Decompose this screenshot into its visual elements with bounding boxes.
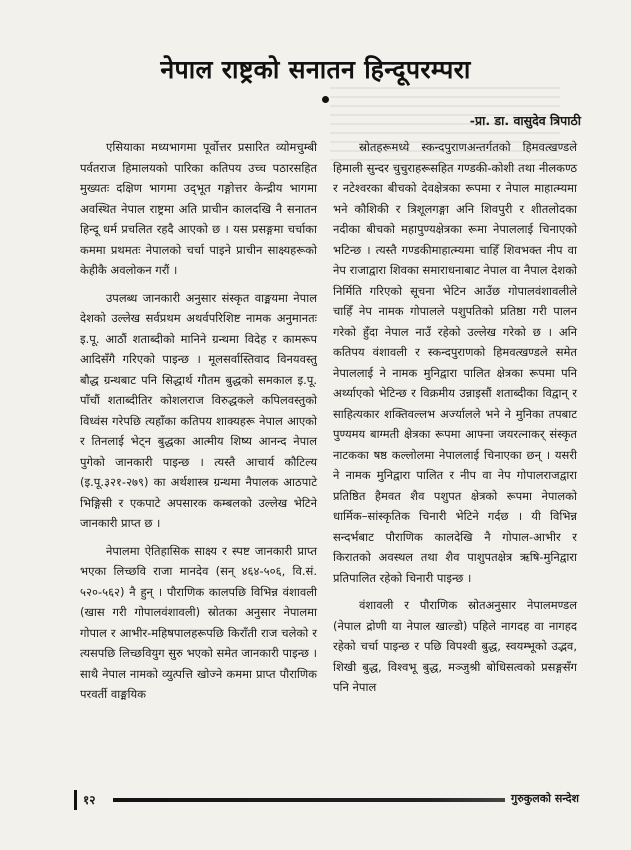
left-column — [80, 137, 317, 712]
paragraph: उपलब्ध जानकारी अनुसार संस्कृत वाङ्मयमा नेपाल देशको उल्लेख सर्वप्रथम अथर्वपरिशिष्ट नामक अनुमानतः इ.पू. आठौं शताब्दीको मानिने ग्रन्थमा विदेह र कामरूप आदिसँगै गरिएको पाइन्छ । मूलसर्वास्तिवाद विनयवस्तु बौद्ध ग्रन्थबाट पनि सिद्धार्थ गौतम बुद्धको समकाल इ.पू. पाँचौं शताब्दीतिर कोशलराज विरुद्धकले कपिलवस्तुको विध्वंस गरेपछि त्यहाँका कतिपय शाक्यहरू नेपाल आएको र तिनलाई भेट्न बुद्धका आत्मीय शिष्य आनन्द नेपाल पुगेको जानकारी पाइन्छ । त्यस्तै आचार्य कौटिल्य (इ.पू.३२१-२७९) का अर्थशास्त्र ग्रन्थमा नैपालक आठपाटे भिङ्गिसी र एकपाटे अपसारक कम्बलको उल्लेख भेटिने जानकारी प्राप्त छ । — [80, 290, 317, 530]
title-dot-ornament — [322, 96, 329, 103]
article-title: नेपाल राष्ट्रको सनातन हिन्दूपरम्परा — [160, 55, 471, 84]
paragraph: वंशावली र पौराणिक स्रोतअनुसार नेपालमण्डल (नेपाल द्रोणी या नेपाल खाल्डो) पहिले नागदह वा नागहद रहेको चर्चा पाइन्छ र पछि विपश्वी बुद्ध, स्वयम्भूको उद्भव, शिखी बुद्ध, विश्वभू बुद्ध, मञ्जुश्री बोधिसत्वको प्रसङ्गसँग पनि नेपाल — [333, 598, 577, 694]
page-number: १२ — [74, 790, 113, 810]
paragraph: नेपालमा ऐतिहासिक साक्ष्य र स्पष्ट जानकारी प्राप्त भएका लिच्छवि राजा मानदेव (सन् ४६४-५०६, वि.सं. ५२०-५६२) नै हुन् । पौराणिक कालपछि विभिन्न वंशावली (खास गरी गोपालवंशावली) स्रोतका अनुसार नेपालमा गोपाल र आभीर-महिषपालहरूपछि किराँती राज चलेको र त्यसपछि लिच्छवियुग सुरु भएको समेत जानकारी पाइन्छ । साथै नेपाल नामको व्युत्पत्ति खोज्ने कममा प्राप्त पौराणिक परवर्ती वाङ्मयिक — [80, 543, 317, 701]
magazine-name: गुरुकुलको सन्देश — [505, 789, 579, 809]
footer-rule — [74, 798, 579, 802]
right-column — [333, 137, 577, 705]
author-byline: -प्रा. डा. वासुदेव त्रिपाठी — [469, 113, 581, 128]
paragraph: स्रोतहरूमध्ये स्कन्दपुराणअन्तर्गतको हिमवत्खण्डले हिमाली सुन्दर चुचुराहरूसहित गण्डकी-कोशी तथा नीलकण्ठ र नटेश्वरका बीचको देवक्षेत्रका रूपमा र नेपाल माहात्म्यमा भने कौशिकी र त्रिशूलगङ्गा अनि शिवपुरी र शीतलोदका नदीका बीचको महापुण्यक्षेत्रका रूमा नेपाललाई चिनाएको भटिन्छ । त्यस्तै गण्डकीमाहात्म्यमा चाहिँ शिवभक्त नीप वा नेप राजाद्वारा शिवका समाराधनाबाट नेपाल वा नैपाल देशको निर्मिति गरिएको सूचना भेटिन आउँछ गोपालवंशावलीले चाहिँ नेप नामक गोपालले पशुपतिको प्रतिष्ठा गरी पालन गरेको हुँदा नेपाल नाउँ रहेको उल्लेख गरेको छ । अनि कतिपय वंशावली र स्कन्दपुराणको हिमवत्खण्डले समेत नेपाललाई ने नामक मुनिद्वारा पालित क्षेत्रका रूपमा पनि अर्थ्याएको भेटिन्छ र विक्रमीय उन्नाइसौं शताब्दीका विद्वान् र साहित्यकार शक्तिवल्लभ अर्ज्यालले भने ने मुनिका तपबाट पुण्यमय बाग्मती क्षेत्रका रूपमा आफ्ना जयरत्नाकर् संस्कृत नाटकका षष्ठ कल्लोलमा नेपाललाई चिनाएका छन् । यसरी ने नामक मुनिद्वारा पालित र नीप वा नेप गोपालराजद्वारा प्रतिष्ठित हैमवत शैव पशुपत क्षेत्रको रूपमा नेपालको धार्मिक–सांस्कृतिक चिनारी भेटिने गर्दछ । यी विभिन्न सन्दर्भबाट पौराणिक कालदेखि नै गोपाल-आभीर र किरातको अवस्थल तथा शैव पाशुपतक्षेत्र ऋषि-मुनिद्वारा प्रतिपालित रहेको चिनारी पाइन्छ । — [333, 140, 577, 585]
paragraph: एसियाका मध्यभागमा पूर्वोत्तर प्रसारित व्योमचुम्बी पर्वतराज हिमालयको पारिका कतिपय उच्च पठारसहित मुख्यतः दक्षिण भागमा उद्‌भूत गङ्गोत्तर केन्द्रीय भागमा अवस्थित नेपाल राष्ट्रमा अति प्राचीन कालदखि नै सनातन हिन्दू धर्म प्रचलित रहदै आएको छ । यस प्रसङ्गमा चर्चाका कममा प्रथमतः नेपालको चर्चा पाइने प्राचीन साक्ष्यहरूको केहीकै अवलोकन गरौं । — [80, 140, 317, 277]
footer — [74, 793, 579, 807]
